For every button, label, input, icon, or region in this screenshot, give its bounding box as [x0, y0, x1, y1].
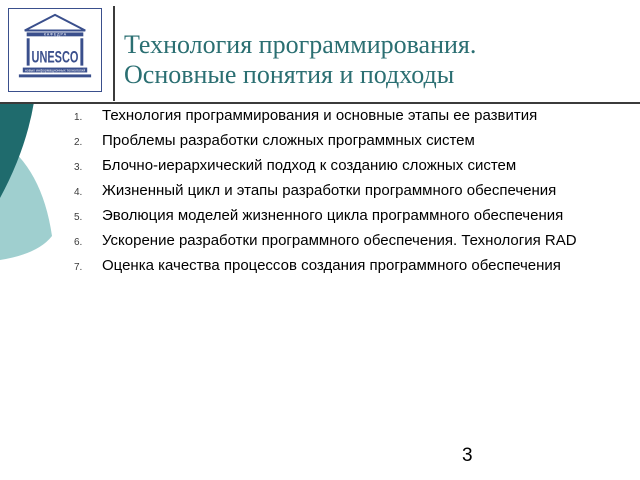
list-item-text: Жизненный цикл и этапы разработки программного обеспечения: [102, 182, 557, 199]
topic-list: [74, 106, 601, 281]
list-item-number: 3.: [74, 162, 83, 173]
unesco-logo: [8, 8, 102, 92]
list-item-text: Блочно-иерархический подход к созданию сложных систем: [102, 157, 517, 174]
list-item-text: Проблемы разработки сложных программных систем: [102, 132, 475, 149]
slide-title: [124, 30, 476, 90]
list-item: [74, 231, 601, 251]
header-horizontal-divider: [0, 102, 640, 104]
header-vertical-divider: [113, 6, 115, 101]
svg-text:UNESCO: UNESCO: [31, 47, 79, 67]
svg-text:новых информационных технологи: новых информационных технологий: [24, 68, 86, 73]
list-item: [74, 156, 601, 176]
list-item-number: 4.: [74, 187, 83, 198]
list-item-number: 1.: [74, 112, 83, 123]
list-item-text: Технология программирования и основные этапы ее развития: [102, 107, 538, 124]
list-item: [74, 256, 601, 276]
list-item-text: Эволюция моделей жизненного цикла программного обеспечения: [102, 207, 564, 224]
slide-title-line1: Технология программирования.: [124, 30, 477, 59]
list-item: [74, 131, 601, 151]
slide-title-line2: Основные понятия и подходы: [124, 60, 455, 89]
svg-text:К А Ф Е Д Р А: К А Ф Е Д Р А: [43, 32, 67, 37]
list-item-number: 5.: [74, 212, 83, 223]
list-item: [74, 106, 601, 126]
list-item: [74, 206, 601, 226]
list-item-number: 6.: [74, 237, 83, 248]
list-item-number: 2.: [74, 137, 83, 148]
list-item-text: Ускорение разработки программного обеспечения. Технология RAD: [102, 232, 577, 249]
list-item-number: 7.: [74, 262, 83, 273]
page-number: 3: [462, 445, 473, 466]
list-item-text: Оценка качества процессов создания программного обеспечения: [102, 257, 561, 274]
list-item: [74, 181, 601, 201]
